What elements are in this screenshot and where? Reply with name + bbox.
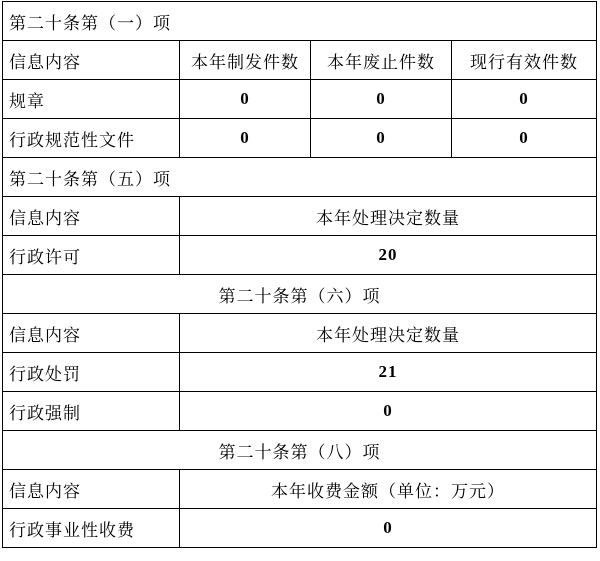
cell-value: 0 (311, 80, 452, 119)
row-label: 规章 (3, 80, 180, 119)
column-header: 本年废止件数 (311, 41, 452, 80)
column-header: 本年收费金额（单位：万元） (180, 470, 597, 509)
column-header: 现行有效件数 (452, 41, 597, 80)
section-title: 第二十条第（八）项 (3, 431, 597, 470)
table-row (3, 392, 597, 431)
row-label: 行政事业性收费 (3, 509, 180, 548)
header-row (3, 197, 597, 236)
cell-value: 0 (311, 119, 452, 158)
row-label: 行政处罚 (3, 353, 180, 392)
cell-value: 0 (180, 80, 311, 119)
disclosure-table (2, 1, 597, 548)
section-title-row (3, 431, 597, 470)
row-label: 行政许可 (3, 236, 180, 275)
header-row (3, 314, 597, 353)
column-header: 信息内容 (3, 314, 180, 353)
cell-value: 0 (452, 80, 597, 119)
column-header: 信息内容 (3, 470, 180, 509)
cell-value: 0 (180, 392, 597, 431)
section-title: 第二十条第（一）项 (3, 2, 597, 41)
column-header: 本年处理决定数量 (180, 197, 597, 236)
cell-value: 0 (452, 119, 597, 158)
section-title-row (3, 275, 597, 314)
table-row (3, 236, 597, 275)
column-header: 信息内容 (3, 197, 180, 236)
header-row (3, 41, 597, 80)
table-row (3, 353, 597, 392)
cell-value: 20 (180, 236, 597, 275)
column-header: 本年处理决定数量 (180, 314, 597, 353)
table-row (3, 80, 597, 119)
column-header: 信息内容 (3, 41, 180, 80)
row-label: 行政规范性文件 (3, 119, 180, 158)
header-row (3, 470, 597, 509)
table-row (3, 509, 597, 548)
section-title: 第二十条第（五）项 (3, 158, 597, 197)
row-label: 行政强制 (3, 392, 180, 431)
table-row (3, 119, 597, 158)
section-title-row (3, 158, 597, 197)
cell-value: 21 (180, 353, 597, 392)
column-header: 本年制发件数 (180, 41, 311, 80)
section-title: 第二十条第（六）项 (3, 275, 597, 314)
cell-value: 0 (180, 509, 597, 548)
cell-value: 0 (180, 119, 311, 158)
section-title-row (3, 2, 597, 41)
